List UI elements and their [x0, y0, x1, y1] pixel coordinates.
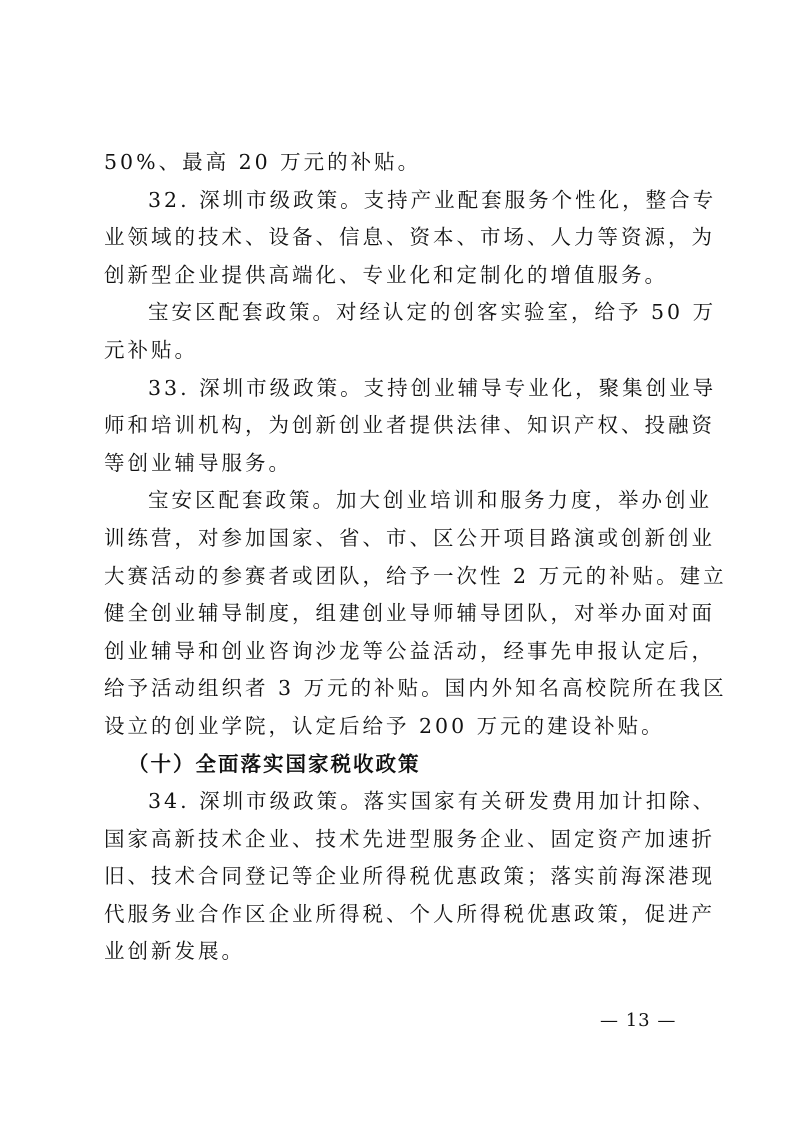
body-line-8: 师和培训机构，为创新创业者提供法律、知识产权、投融资: [104, 413, 715, 438]
body-line-12: 大赛活动的参赛者或团队，给予一次性 2 万元的补贴。建立: [104, 563, 727, 588]
document-body: [104, 144, 727, 971]
body-line-3: 业领域的技术、设备、信息、资本、市场、人力等资源，为: [104, 225, 715, 250]
body-line-16: 设立的创业学院，认定后给予 200 万元的建设补贴。: [104, 713, 665, 738]
body-line-13: 健全创业辅导制度，组建创业导师辅导团队，对举办面对面: [104, 601, 715, 626]
page-number: — 13 —: [600, 1010, 677, 1031]
body-line-15: 给予活动组织者 3 万元的补贴。国内外知名高校院所在我区: [104, 676, 727, 701]
body-line-7: 33. 深圳市级政策。支持创业辅导专业化，聚集创业导: [148, 375, 717, 400]
body-line-9: 等创业辅导服务。: [104, 450, 292, 475]
body-line-5: 宝安区配套政策。对经认定的创客实验室，给予 50 万: [148, 300, 717, 325]
body-line-2: 32. 深圳市级政策。支持产业配套服务个性化，整合专: [148, 187, 717, 212]
body-line-1: 50%、最高 20 万元的补贴。: [104, 150, 422, 174]
body-line-11: 训练营，对参加国家、省、市、区公开项目路演或创新创业: [104, 525, 715, 550]
body-line-18: 34. 深圳市级政策。落实国家有关研发费用加计扣除、: [148, 789, 717, 814]
body-line-21: 代服务业合作区企业所得税、个人所得税优惠政策，促进产: [104, 901, 715, 926]
body-line-19: 国家高新技术企业、技术先进型服务企业、固定资产加速折: [104, 826, 715, 851]
body-line-14: 创业辅导和创业咨询沙龙等公益活动，经事先申报认定后，: [104, 638, 715, 663]
body-line-10: 宝安区配套政策。加大创业培训和服务力度，举办创业: [148, 488, 712, 513]
body-line-4: 创新型企业提供高端化、专业化和定制化的增值服务。: [104, 262, 668, 287]
body-line-22: 业创新发展。: [104, 939, 245, 964]
section-heading: （十）全面落实国家税收政策: [128, 751, 421, 776]
body-line-20: 旧、技术合同登记等企业所得税优惠政策；落实前海深港现: [104, 864, 715, 889]
body-line-6: 元补贴。: [104, 337, 198, 362]
